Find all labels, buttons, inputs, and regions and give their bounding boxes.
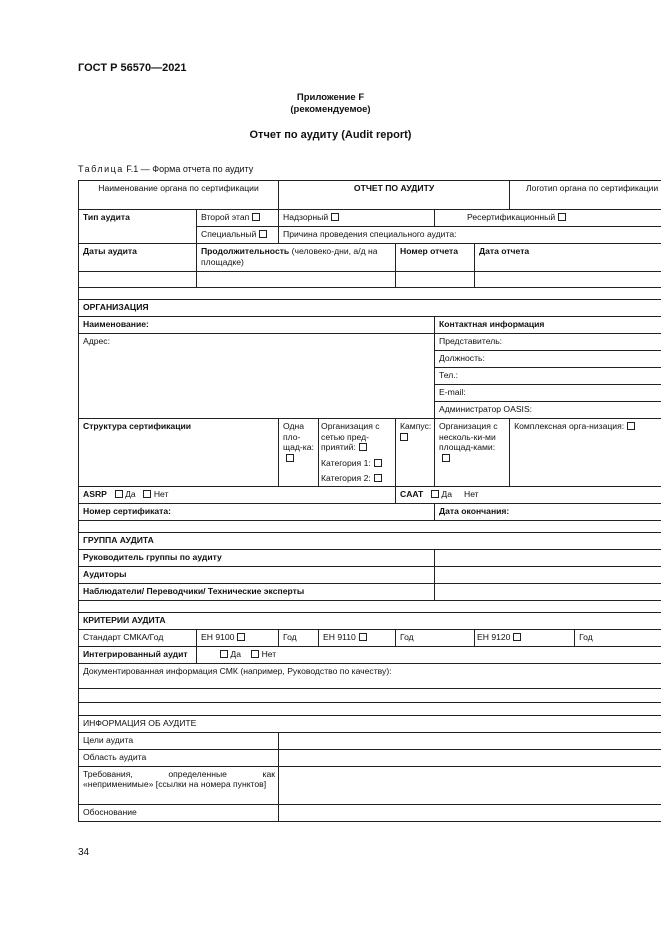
auditors-value[interactable] — [435, 566, 661, 583]
network-org-option[interactable] — [319, 419, 396, 487]
spacer-row — [79, 288, 661, 300]
address-field[interactable]: Адрес: — [79, 334, 435, 419]
checkbox-icon[interactable] — [359, 443, 367, 451]
oasis-admin-field[interactable]: Администратор OASIS: — [435, 402, 661, 419]
document-header: ГОСТ Р 56570—2021 — [78, 62, 187, 74]
checkbox-icon[interactable] — [431, 490, 439, 498]
team-leader-label: Руководитель группы по аудиту — [79, 549, 435, 566]
audit-goals-value[interactable] — [279, 732, 661, 749]
report-date-label: Дата отчета — [475, 244, 661, 272]
audit-scope-value[interactable] — [279, 749, 661, 766]
surveillance-option[interactable] — [279, 210, 435, 227]
contact-info-heading: Контактная информация — [435, 317, 661, 334]
yes-label: Да — [441, 488, 453, 499]
representative-field[interactable]: Представитель: — [435, 334, 661, 351]
special-reason-field[interactable]: Причина проведения специального аудита: — [279, 227, 661, 244]
checkbox-icon[interactable] — [237, 633, 245, 641]
checkbox-icon[interactable] — [115, 490, 123, 498]
duration-value[interactable] — [197, 272, 396, 288]
audit-team-heading: ГРУППА АУДИТА — [79, 532, 661, 549]
complex-org-option[interactable] — [510, 419, 661, 487]
one-site-option[interactable] — [279, 419, 319, 487]
en9110-option[interactable] — [319, 629, 396, 646]
no-label: Нет — [463, 488, 479, 499]
asrp-row[interactable] — [79, 486, 396, 503]
logo-cell — [510, 181, 661, 210]
audit-report-form — [78, 180, 661, 822]
special-label: Специальный — [201, 229, 257, 239]
expiry-date-field[interactable]: Дата окончания: — [435, 503, 661, 520]
caat-row[interactable] — [396, 486, 661, 503]
category1-label: Категория 1: — [321, 458, 371, 469]
page-number: 34 — [78, 847, 90, 858]
annex-title: Приложение F — [296, 92, 365, 103]
checkbox-icon[interactable] — [259, 230, 267, 238]
category1-option[interactable] — [321, 458, 393, 469]
report-number-label: Номер отчета — [396, 244, 475, 272]
asrp-label: ASRP — [83, 488, 107, 499]
checkbox-icon[interactable] — [627, 422, 635, 430]
report-heading-cell — [279, 181, 510, 210]
campus-option[interactable] — [396, 419, 435, 487]
audit-dates-label: Даты аудита — [79, 244, 197, 272]
year-field[interactable]: Год — [279, 629, 319, 646]
second-stage-label: Второй этап — [201, 212, 250, 222]
en9100-option[interactable] — [197, 629, 279, 646]
report-title: Отчет по аудиту (Audit report) — [249, 129, 412, 141]
checkbox-icon[interactable] — [558, 213, 566, 221]
qms-docs-field[interactable]: Документированная информация СМК (например, Руководство по качеству): — [79, 663, 661, 688]
audit-dates-value[interactable] — [79, 272, 197, 288]
justification-label: Обоснование — [79, 804, 279, 821]
yes-label: Да — [230, 648, 241, 659]
integrated-audit-label: Интегрированный аудит — [79, 646, 197, 663]
caat-label: CAAT — [400, 488, 424, 499]
en9120-option[interactable] — [475, 629, 575, 646]
audit-scope-label: Область аудита — [79, 749, 279, 766]
report-number-value[interactable] — [396, 272, 475, 288]
special-option[interactable] — [197, 227, 279, 244]
en9110-label: ЕН 9110 — [323, 631, 356, 642]
cert-body-name-cell — [79, 181, 279, 210]
annex-kind: (рекомендуемое) — [290, 104, 371, 115]
category2-option[interactable] — [321, 473, 393, 484]
network-org-label: Организация с сетью пред-приятий: — [321, 421, 380, 453]
no-label: Нет — [261, 648, 277, 659]
requirements-value[interactable] — [279, 766, 661, 804]
spacer-row — [79, 520, 661, 532]
qms-standard-label: Стандарт СМКА/Год — [79, 629, 197, 646]
year-field[interactable]: Год — [396, 629, 475, 646]
audit-criteria-heading: КРИТЕРИИ АУДИТА — [79, 612, 661, 629]
org-name-field[interactable]: Наименование: — [79, 317, 435, 334]
position-field[interactable]: Должность: — [435, 351, 661, 368]
cert-structure-label: Структура сертификации — [79, 419, 279, 487]
audit-info-heading: ИНФОРМАЦИЯ ОБ АУДИТЕ — [79, 715, 661, 732]
checkbox-icon[interactable] — [374, 459, 382, 467]
checkbox-icon[interactable] — [251, 650, 259, 658]
recertification-option[interactable] — [435, 210, 661, 227]
observers-value[interactable] — [435, 583, 661, 600]
organization-heading: ОРГАНИЗАЦИЯ — [79, 300, 661, 317]
observers-label: Наблюдатели/ Переводчики/ Технические эксперты — [79, 583, 435, 600]
cert-body-name: Наименование органа по сертификации — [98, 183, 259, 193]
report-date-value[interactable] — [475, 272, 661, 288]
table-caption-prefix: Таблица — [78, 164, 124, 174]
checkbox-icon[interactable] — [252, 213, 260, 221]
integrated-audit-options[interactable] — [197, 646, 661, 663]
spacer-row — [79, 702, 661, 715]
logo-label: Логотип органа по сертификации — [525, 183, 659, 193]
no-label: Нет — [153, 488, 169, 499]
checkbox-icon[interactable] — [400, 433, 408, 441]
checkbox-icon[interactable] — [374, 474, 382, 482]
duration-label — [197, 244, 396, 272]
second-stage-option[interactable] — [197, 210, 279, 227]
phone-field[interactable]: Тел.: — [435, 368, 661, 385]
table-caption-text: F.1 — Форма отчета по аудиту — [123, 164, 254, 174]
recertification-label: Ресертификационный — [467, 212, 556, 222]
duration-bold: Продолжительность — [201, 246, 290, 256]
cert-number-field[interactable]: Номер сертификата: — [79, 503, 435, 520]
spacer-row — [79, 600, 661, 612]
auditors-label: Аудиторы — [79, 566, 435, 583]
team-leader-value[interactable] — [435, 549, 661, 566]
audit-type-label: Тип аудита — [79, 210, 197, 244]
table-caption — [78, 164, 253, 174]
one-site-label: Одна пло-щад-ка: — [283, 421, 314, 453]
checkbox-icon[interactable] — [220, 650, 228, 658]
duration-rest: (человеко-дни, а/д на площадке) — [201, 246, 378, 267]
checkbox-icon[interactable] — [513, 633, 521, 641]
requirements-label: Требования, определенные как «неприменимые» [ссылки на номера пунктов] — [79, 766, 279, 804]
qms-docs-value[interactable] — [79, 688, 661, 702]
checkbox-icon[interactable] — [143, 490, 151, 498]
year-field[interactable]: Год — [575, 629, 661, 646]
yes-label: Да — [125, 488, 136, 499]
checkbox-icon[interactable] — [286, 454, 294, 462]
justification-value[interactable] — [279, 804, 661, 821]
email-field[interactable]: E-mail: — [435, 385, 661, 402]
report-heading: ОТЧЕТ ПО АУДИТУ — [353, 183, 435, 193]
campus-label: Кампус: — [400, 421, 432, 431]
audit-goals-label: Цели аудита — [79, 732, 279, 749]
en9120-label: ЕН 9120 — [477, 631, 511, 642]
multi-site-option[interactable] — [435, 419, 510, 487]
checkbox-icon[interactable] — [331, 213, 339, 221]
checkbox-icon[interactable] — [359, 633, 367, 641]
en9100-label: ЕН 9100 — [201, 631, 235, 642]
complex-org-label: Комплексная орга-низация: — [514, 421, 625, 431]
multi-site-label: Организация с несколь-ки-ми площад-ками: — [439, 421, 498, 453]
checkbox-icon[interactable] — [442, 454, 450, 462]
category2-label: Категория 2: — [321, 472, 371, 483]
surveillance-label: Надзорный — [283, 212, 329, 222]
